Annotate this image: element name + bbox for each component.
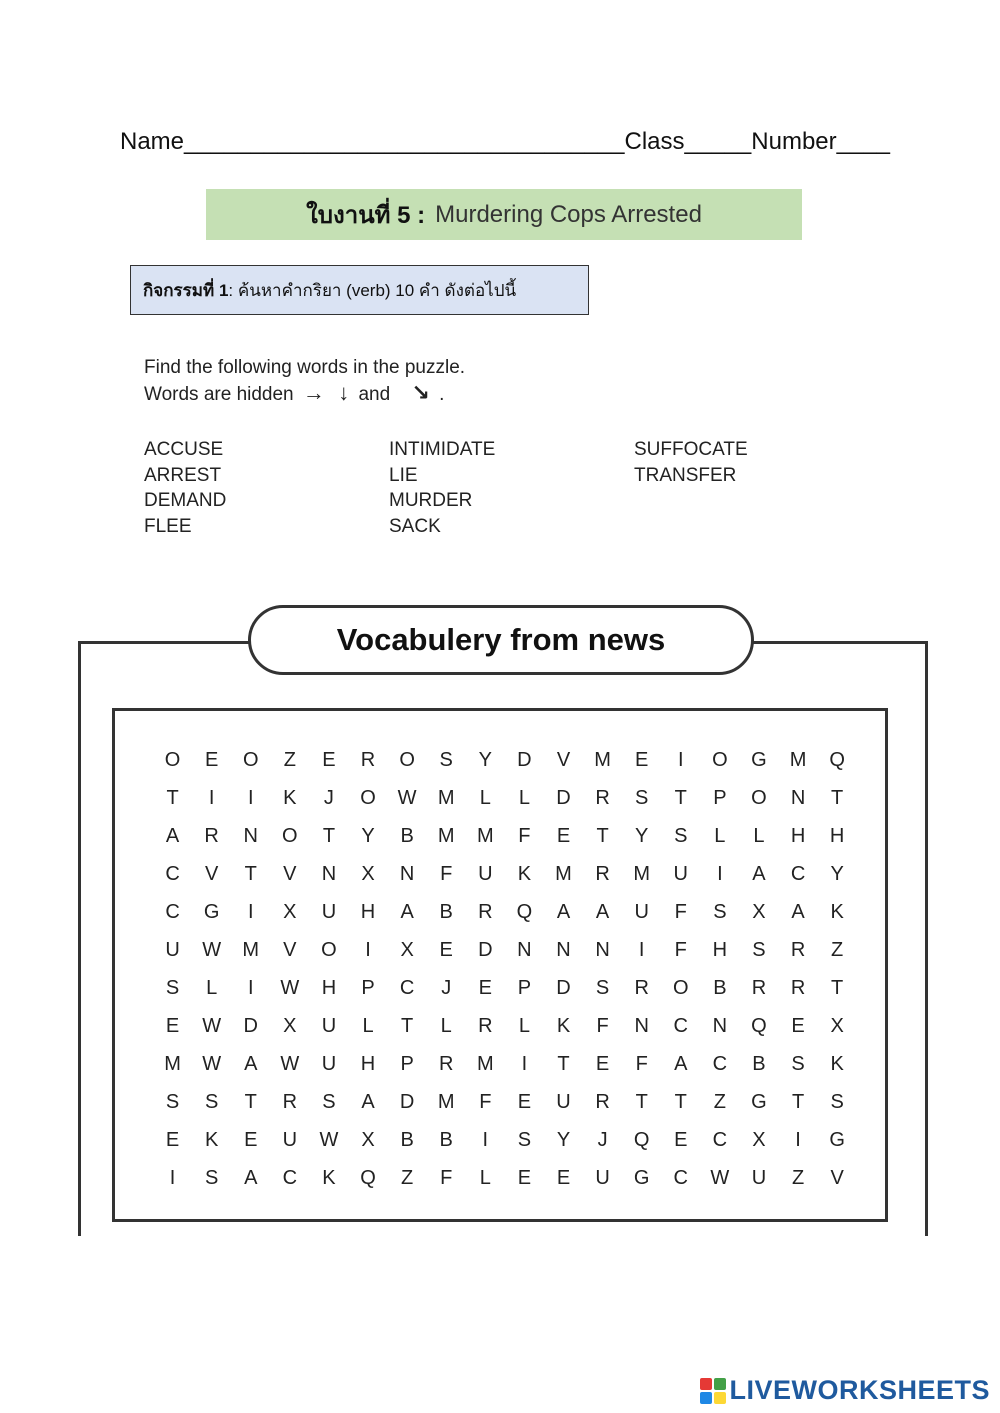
grid-letter[interactable]: M xyxy=(555,863,572,885)
grid-letter[interactable]: S xyxy=(752,939,766,961)
grid-letter[interactable]: K xyxy=(283,787,297,809)
grid-letter[interactable]: P xyxy=(517,977,532,999)
grid-letter[interactable]: W xyxy=(202,1015,222,1037)
grid-letter[interactable]: R xyxy=(282,1091,298,1113)
liveworksheets-logo xyxy=(700,1375,990,1406)
grid-letter[interactable]: U xyxy=(165,939,180,961)
grid-letter[interactable]: L xyxy=(479,787,491,809)
grid-letter[interactable]: O xyxy=(282,825,298,847)
grid-letter[interactable]: B xyxy=(439,1129,453,1151)
logo-square xyxy=(700,1378,712,1390)
class-label: Class xyxy=(624,128,685,155)
grid-letter[interactable]: U xyxy=(595,1167,610,1189)
grid-letter[interactable]: I xyxy=(521,1053,528,1075)
word-search-grid[interactable] xyxy=(153,741,857,1197)
grid-letter[interactable]: O xyxy=(321,939,337,961)
grid-letter[interactable]: R xyxy=(204,825,219,847)
grid-letter[interactable]: V xyxy=(830,1167,844,1189)
grid-letter[interactable]: A xyxy=(165,825,180,847)
grid-letter[interactable]: X xyxy=(752,901,766,923)
grid-letter[interactable]: S xyxy=(830,1091,844,1113)
grid-letter[interactable]: I xyxy=(482,1129,489,1151)
grid-letter[interactable]: I xyxy=(169,1167,176,1189)
grid-letter[interactable]: Q xyxy=(516,901,533,923)
class-field[interactable]: _____ xyxy=(684,128,752,155)
grid-letter[interactable]: C xyxy=(673,1167,688,1189)
activity-instruction-box xyxy=(130,265,589,315)
grid-letter[interactable]: W xyxy=(710,1167,730,1189)
grid-letter[interactable]: X xyxy=(283,901,297,923)
grid-letter[interactable]: R xyxy=(790,939,806,961)
grid-letter[interactable]: G xyxy=(203,901,220,923)
grid-letter[interactable]: R xyxy=(478,901,493,923)
grid-letter[interactable]: V xyxy=(556,749,571,771)
grid-letter[interactable]: I xyxy=(208,787,215,809)
grid-letter[interactable]: T xyxy=(166,787,179,809)
instruction-hidden-text: Words are hidden xyxy=(144,384,294,405)
grid-letter[interactable]: N xyxy=(634,1015,649,1037)
arrow-diagonal-icon: ↘ xyxy=(411,380,430,405)
grid-letter[interactable]: G xyxy=(751,749,767,771)
word-list-column-1 xyxy=(144,437,226,539)
grid-letter[interactable]: I xyxy=(247,901,254,923)
grid-letter[interactable]: O xyxy=(360,787,376,809)
grid-letter[interactable]: Q xyxy=(751,1015,767,1037)
grid-letter[interactable]: D xyxy=(399,1091,415,1113)
grid-letter[interactable]: P xyxy=(400,1053,414,1075)
grid-letter[interactable]: S xyxy=(595,977,610,999)
grid-letter[interactable]: A xyxy=(674,1053,688,1075)
grid-letter[interactable]: N xyxy=(556,939,571,961)
grid-letter[interactable]: K xyxy=(322,1167,336,1189)
grid-letter[interactable]: N xyxy=(321,863,337,885)
grid-letter[interactable]: A xyxy=(791,901,805,923)
word-list-item: TRANSFER xyxy=(634,464,737,486)
grid-letter[interactable]: A xyxy=(595,901,610,923)
word-list-item: INTIMIDATE xyxy=(389,439,496,460)
grid-letter[interactable]: O xyxy=(672,977,689,999)
grid-letter[interactable]: A xyxy=(361,1091,375,1113)
grid-letter[interactable]: K xyxy=(830,901,844,923)
grid-letter[interactable]: F xyxy=(479,1091,492,1113)
grid-letter[interactable]: D xyxy=(478,939,493,961)
grid-letter[interactable]: E xyxy=(517,1091,532,1113)
grid-letter[interactable]: I xyxy=(247,977,254,999)
grid-letter[interactable]: A xyxy=(556,901,571,923)
grid-letter[interactable]: B xyxy=(713,977,727,999)
grid-letter[interactable]: Z xyxy=(831,939,844,961)
grid-letter[interactable]: U xyxy=(321,1015,337,1037)
grid-letter[interactable]: M xyxy=(164,1053,181,1075)
grid-letter[interactable]: T xyxy=(831,977,844,999)
grid-letter[interactable]: T xyxy=(322,825,336,847)
grid-letter[interactable]: H xyxy=(321,977,337,999)
grid-letter[interactable]: G xyxy=(829,1129,845,1151)
grid-letter[interactable]: O xyxy=(164,749,181,771)
grid-letter[interactable]: L xyxy=(518,787,530,809)
grid-letter[interactable]: T xyxy=(244,1091,257,1113)
grid-letter[interactable]: S xyxy=(439,749,453,771)
instruction-and: and xyxy=(358,384,391,405)
grid-letter[interactable]: N xyxy=(595,939,610,961)
grid-letter[interactable]: N xyxy=(517,939,532,961)
grid-letter[interactable]: N xyxy=(243,825,258,847)
grid-letter[interactable]: N xyxy=(399,863,415,885)
grid-letter[interactable]: Z xyxy=(283,749,296,771)
worksheet-number: ใบงานที่ 5 : xyxy=(306,202,426,229)
grid-letter[interactable]: C xyxy=(673,1015,688,1037)
grid-letter[interactable]: O xyxy=(751,787,767,809)
word-list-item: LIE xyxy=(389,464,418,486)
grid-letter[interactable]: J xyxy=(597,1129,608,1151)
grid-letter[interactable]: Z xyxy=(401,1167,414,1189)
grid-letter[interactable]: T xyxy=(674,1091,687,1113)
grid-letter[interactable]: T xyxy=(635,1091,648,1113)
grid-letter[interactable]: E xyxy=(204,749,219,771)
grid-letter[interactable]: X xyxy=(361,863,375,885)
word-list-item: SUFFOCATE xyxy=(634,439,748,460)
grid-letter[interactable]: E xyxy=(556,825,571,847)
grid-letter[interactable]: T xyxy=(674,787,687,809)
grid-letter[interactable]: L xyxy=(518,1015,530,1037)
grid-letter[interactable]: Q xyxy=(633,1129,650,1151)
arrow-down-icon: ↓ xyxy=(338,380,350,405)
grid-letter[interactable]: W xyxy=(280,1053,300,1075)
grid-letter[interactable]: F xyxy=(440,1167,453,1189)
grid-letter[interactable]: W xyxy=(202,1053,222,1075)
grid-letter[interactable]: U xyxy=(673,863,688,885)
grid-letter[interactable]: X xyxy=(752,1129,766,1151)
grid-letter[interactable]: T xyxy=(831,787,844,809)
grid-letter[interactable]: I xyxy=(795,1129,801,1151)
grid-letter[interactable]: Y xyxy=(556,1129,571,1151)
grid-letter[interactable]: L xyxy=(440,1015,452,1037)
grid-letter[interactable]: R xyxy=(595,787,610,809)
grid-letter[interactable]: K xyxy=(830,1053,844,1075)
grid-letter[interactable]: T xyxy=(244,863,257,885)
grid-letter[interactable]: S xyxy=(674,825,688,847)
grid-letter[interactable]: D xyxy=(556,787,571,809)
grid-letter[interactable]: X xyxy=(830,1015,844,1037)
grid-letter[interactable]: S xyxy=(204,1167,219,1189)
grid-letter[interactable]: G xyxy=(751,1091,767,1113)
grid-letter[interactable]: J xyxy=(441,977,452,999)
grid-letter[interactable]: P xyxy=(361,977,375,999)
grid-letter[interactable]: E xyxy=(674,1129,688,1151)
grid-letter[interactable]: E xyxy=(244,1129,258,1151)
grid-letter[interactable]: Z xyxy=(713,1091,726,1113)
grid-letter[interactable]: F xyxy=(518,825,531,847)
grid-letter[interactable]: U xyxy=(321,1053,337,1075)
grid-letter[interactable]: R xyxy=(438,1053,454,1075)
grid-letter[interactable]: Y xyxy=(635,825,649,847)
word-list-item: MURDER xyxy=(389,490,473,511)
grid-letter[interactable]: R xyxy=(360,749,376,771)
arrow-right-icon: → xyxy=(302,380,325,405)
grid-letter[interactable]: Z xyxy=(791,1167,805,1189)
activity-text: : ค้นหาคำกริยา (verb) 10 คำ ดังต่อไปนี้ xyxy=(228,281,517,300)
grid-letter[interactable]: K xyxy=(556,1015,571,1037)
grid-letter[interactable]: O xyxy=(712,749,728,771)
grid-letter[interactable]: L xyxy=(479,1167,491,1189)
grid-letter[interactable]: A xyxy=(400,901,414,923)
grid-letter[interactable]: U xyxy=(321,901,337,923)
logo-square xyxy=(700,1392,712,1404)
grid-letter[interactable]: C xyxy=(165,901,180,923)
grid-letter[interactable]: H xyxy=(829,825,845,847)
grid-letter[interactable]: M xyxy=(633,863,650,885)
grid-letter[interactable]: L xyxy=(362,1015,374,1037)
puzzle-banner: Vocabulery from news xyxy=(248,605,754,675)
grid-letter[interactable]: F xyxy=(635,1053,648,1075)
grid-letter[interactable]: M xyxy=(242,939,260,961)
grid-letter[interactable]: S xyxy=(165,977,180,999)
grid-letter[interactable]: T xyxy=(791,1091,805,1113)
grid-letter[interactable]: H xyxy=(790,825,806,847)
grid-letter[interactable]: I xyxy=(247,787,254,809)
puzzle-instructions xyxy=(144,355,465,407)
grid-letter[interactable]: Y xyxy=(830,863,844,885)
grid-letter[interactable]: E xyxy=(556,1167,571,1189)
grid-letter[interactable]: F xyxy=(440,863,453,885)
grid-letter[interactable]: E xyxy=(595,1053,610,1075)
grid-letter[interactable]: M xyxy=(437,787,455,809)
grid-letter[interactable]: U xyxy=(282,1129,298,1151)
grid-letter[interactable]: S xyxy=(517,1129,532,1151)
grid-letter[interactable]: E xyxy=(478,977,492,999)
grid-letter[interactable]: C xyxy=(712,1053,728,1075)
grid-letter[interactable]: I xyxy=(638,939,645,961)
word-list-item: ACCUSE xyxy=(144,439,224,460)
grid-letter[interactable]: W xyxy=(319,1129,339,1151)
grid-letter[interactable]: E xyxy=(322,749,336,771)
grid-letter[interactable]: S xyxy=(791,1053,805,1075)
logo-square xyxy=(714,1392,726,1404)
grid-letter[interactable]: H xyxy=(712,939,728,961)
grid-letter[interactable]: W xyxy=(202,939,222,961)
student-info-line xyxy=(120,128,890,156)
grid-letter[interactable]: R xyxy=(790,977,806,999)
grid-letter[interactable]: E xyxy=(517,1167,532,1189)
grid-letter[interactable]: C xyxy=(790,863,806,885)
grid-letter[interactable]: S xyxy=(322,1091,336,1113)
grid-letter[interactable]: A xyxy=(244,1167,258,1189)
grid-letter[interactable]: P xyxy=(713,787,727,809)
grid-letter[interactable]: M xyxy=(437,825,455,847)
grid-letter[interactable]: E xyxy=(165,1015,180,1037)
grid-letter[interactable]: A xyxy=(752,863,766,885)
grid-letter[interactable]: B xyxy=(400,825,414,847)
grid-letter[interactable]: C xyxy=(282,1167,298,1189)
instruction-line-2 xyxy=(144,380,465,407)
grid-letter[interactable]: R xyxy=(595,1091,610,1113)
grid-letter[interactable]: S xyxy=(165,1091,180,1113)
grid-letter[interactable]: I xyxy=(717,863,723,885)
worksheet-topic: Murdering Cops Arrested xyxy=(435,200,702,228)
grid-letter[interactable]: K xyxy=(204,1129,219,1151)
grid-letter[interactable]: S xyxy=(713,901,727,923)
grid-letter[interactable]: X xyxy=(400,939,414,961)
activity-label: กิจกรรมที่ 1 xyxy=(143,281,229,300)
grid-letter[interactable]: O xyxy=(242,749,259,771)
grid-letter[interactable]: T xyxy=(557,1053,570,1075)
logo-square xyxy=(714,1378,726,1390)
grid-letter[interactable]: M xyxy=(789,749,807,771)
grid-letter[interactable]: R xyxy=(595,863,610,885)
grid-letter[interactable]: M xyxy=(437,1091,455,1113)
grid-letter[interactable]: K xyxy=(517,863,532,885)
grid-letter[interactable]: R xyxy=(634,977,649,999)
grid-letter[interactable]: B xyxy=(752,1053,766,1075)
grid-letter[interactable]: E xyxy=(165,1129,180,1151)
word-list-item: DEMAND xyxy=(144,490,227,511)
instruction-period: . xyxy=(439,384,445,405)
grid-letter[interactable]: D xyxy=(517,749,532,771)
grid-letter[interactable]: T xyxy=(596,825,609,847)
instruction-line-1: Find the following words in the puzzle. xyxy=(144,357,466,378)
grid-letter[interactable]: N xyxy=(790,787,806,809)
grid-letter[interactable]: B xyxy=(400,1129,414,1151)
name-label: Name xyxy=(120,128,185,155)
logo-text: LIVEWORKSHEETS xyxy=(729,1375,990,1405)
grid-letter[interactable]: L xyxy=(714,825,726,847)
grid-letter[interactable]: U xyxy=(634,901,649,923)
grid-letter[interactable]: W xyxy=(280,977,300,999)
word-list-item: FLEE xyxy=(144,515,192,537)
grid-letter[interactable]: I xyxy=(677,749,684,771)
grid-letter[interactable]: D xyxy=(243,1015,258,1037)
grid-letter[interactable]: E xyxy=(635,749,649,771)
grid-letter[interactable]: T xyxy=(401,1015,414,1037)
grid-letter[interactable]: M xyxy=(476,1053,494,1075)
grid-letter[interactable]: F xyxy=(674,901,687,923)
grid-letter[interactable]: C xyxy=(712,1129,728,1151)
grid-letter[interactable]: M xyxy=(476,825,494,847)
grid-letter[interactable]: S xyxy=(635,787,649,809)
grid-letter[interactable]: X xyxy=(283,1015,297,1037)
name-field[interactable]: _________________________________ xyxy=(184,128,625,155)
grid-letter[interactable]: B xyxy=(439,901,453,923)
grid-letter[interactable]: H xyxy=(360,1053,376,1075)
grid-letter[interactable]: V xyxy=(283,939,297,961)
grid-letter[interactable]: U xyxy=(478,863,493,885)
grid-letter[interactable]: H xyxy=(360,901,376,923)
grid-letter[interactable]: X xyxy=(361,1129,375,1151)
grid-letter[interactable]: A xyxy=(244,1053,258,1075)
grid-letter[interactable]: E xyxy=(791,1015,805,1037)
grid-letter[interactable]: E xyxy=(439,939,453,961)
word-list-item: ARREST xyxy=(144,464,222,486)
grid-letter[interactable]: S xyxy=(204,1091,219,1113)
grid-letter[interactable]: L xyxy=(206,977,218,999)
grid-letter[interactable]: N xyxy=(712,1015,728,1037)
grid-letter[interactable]: V xyxy=(204,863,219,885)
grid-letter[interactable]: O xyxy=(399,749,415,771)
grid-letter[interactable]: W xyxy=(397,787,417,809)
number-field[interactable]: ____ xyxy=(836,128,891,155)
grid-letter[interactable]: U xyxy=(556,1091,571,1113)
grid-letter[interactable]: M xyxy=(594,749,611,771)
grid-letter[interactable]: R xyxy=(751,977,767,999)
grid-letter[interactable]: Y xyxy=(361,825,375,847)
word-list-column-3 xyxy=(634,437,748,488)
grid-letter[interactable]: R xyxy=(478,1015,493,1037)
grid-letter[interactable]: U xyxy=(751,1167,767,1189)
worksheet-title xyxy=(206,189,802,240)
number-label: Number xyxy=(751,128,837,155)
grid-letter[interactable]: G xyxy=(633,1167,650,1189)
grid-letter[interactable]: Q xyxy=(360,1167,376,1189)
grid-letter[interactable]: Q xyxy=(829,749,845,771)
grid-letter[interactable]: V xyxy=(283,863,297,885)
grid-letter[interactable]: C xyxy=(165,863,180,885)
grid-letter[interactable]: Y xyxy=(478,749,492,771)
liveworksheets-logo-icon xyxy=(700,1378,726,1404)
word-list-item: SACK xyxy=(389,515,441,537)
grid-letter[interactable]: D xyxy=(556,977,571,999)
grid-letter[interactable]: I xyxy=(365,939,371,961)
grid-letter[interactable]: F xyxy=(596,1015,609,1037)
grid-letter[interactable]: C xyxy=(399,977,415,999)
grid-letter[interactable]: F xyxy=(674,939,687,961)
grid-letter[interactable]: L xyxy=(753,825,765,847)
grid-letter[interactable]: J xyxy=(323,787,334,809)
word-list-column-2 xyxy=(389,437,495,539)
